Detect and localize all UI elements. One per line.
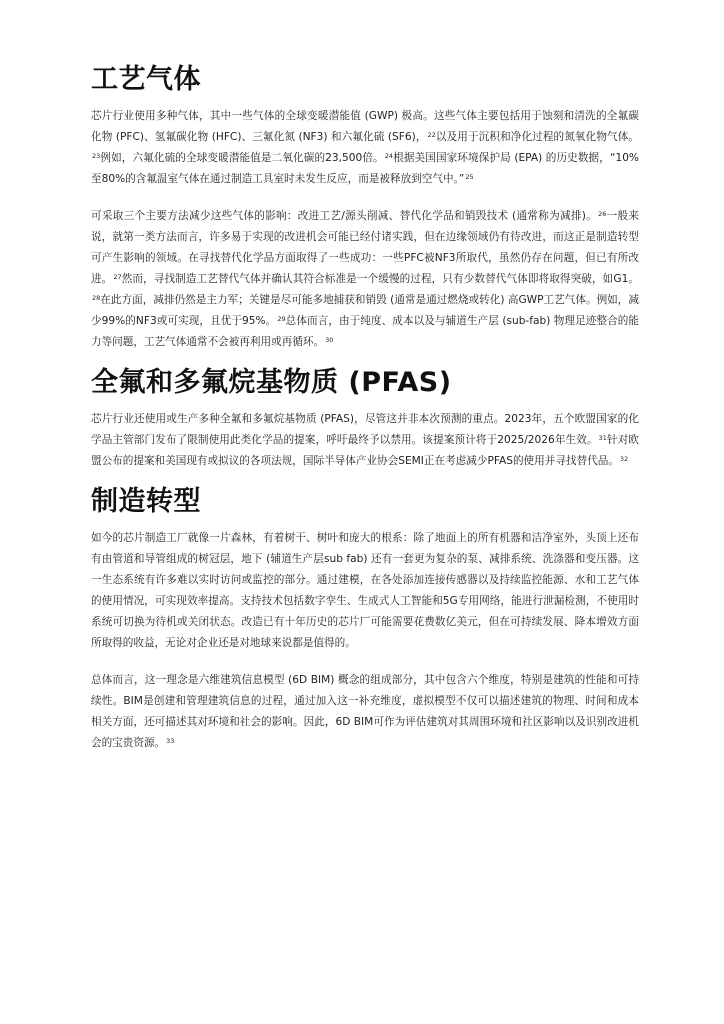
text-run: 在此方面，减排仍然是主力军；关键是尽可能多地捕获和销毁 (通常是通过燃烧或转化) 高GWP工艺气体。例如，减少99%的NF3或可实现，且优于95%。 <box>91 294 639 327</box>
footnote-ref: 27 <box>113 272 122 281</box>
section-heading-process-gases: 工艺气体 <box>91 64 201 95</box>
footnote-ref: 25 <box>465 172 474 181</box>
paragraph-pfas <box>91 409 639 472</box>
section-heading-manufacturing-transformation: 制造转型 <box>91 486 201 517</box>
text-run: 如今的芯片制造工厂就像一片森林，有着树干、树叶和庞大的根系：除了地面上的所有机器和洁净室外，头顶上还布有由管道和导管组成的树冠层，地下 (辅道生产层sub fab) 还有一套更为复杂的泵、减排系统、洗涤器和变压器。这一生态系统有许多难以实时访问或监控的部分。通过建模，在各处添加连接传感器以及持续监控能源、水和工艺气体的使用情况，可实现效率提高。支持技术包括数字孪生、生成式人工智能和5G专用网络，能进行泄漏检测，不使用时系统可切换为待机或关闭状态。改造已有十年历史的芯片厂可能需要花费数亿美元，但在可持续发展、降本增效方面所取得的收益，无论对企业还是对地球来说都是值得的。 <box>91 532 639 649</box>
text-run: 以及用于沉积和净化过程的氮氧化物气体。 <box>435 131 639 143</box>
text-run: 一般来说，就第一类方法而言，许多易于实现的改进机会可能已经付诸实践，但在边缘领域仍有待改进，而这正是制造转型可产生影响的领域。在寻找替代化学品方面取得了一些成功：一些PFC被NF3所取代，虽然仍存在问题，但已有所改进。 <box>91 210 640 285</box>
text-run: 可采取三个主要方法减少这些气体的影响：改进工艺/源头削减、替代化学品和销毁技术 (通常称为减排)。 <box>91 210 598 222</box>
paragraph-6d-bim <box>91 670 639 754</box>
text-run: 然而，寻找制造工艺替代气体并确认其符合标准是一个缓慢的过程，只有少数替代气体即将取得突破，如G1。 <box>121 273 639 285</box>
document-page <box>91 60 639 754</box>
footnote-ref: 26 <box>598 209 607 218</box>
text-run: 针对欧盟公布的提案和美国现有或拟议的各项法规，国际半导体产业协会SEMI正在考虑减少PFAS的使用并寻找替代品。 <box>91 434 639 467</box>
section-heading-pfas: 全氟和多氟烷基物质 (PFAS) <box>91 367 452 398</box>
footnote-ref: 33 <box>166 736 175 745</box>
footnote-ref: 28 <box>92 293 101 302</box>
paragraph-fab-forest <box>91 528 639 654</box>
footnote-ref: 32 <box>619 454 629 463</box>
footnote-ref: 24 <box>384 151 394 160</box>
text-run: 总体而言，这一理念是六维建筑信息模型 (6D BIM) 概念的组成部分，其中包含六个维度，特别是建筑的性能和可持续性。BIM是创建和管理建筑信息的过程，通过加入这一补充维度，虚拟模型不仅可以描述建筑的物理、时间和成本相关方面，还可描述其对环境和社会的影响。因此，6D BIM可作为评估建筑对其周围环境和社区影响以及识别改进机会的宝贵资源。 <box>91 674 639 749</box>
paragraph-process-gases-methods <box>91 206 639 353</box>
footnote-ref: 22 <box>427 130 436 139</box>
footnote-ref: 29 <box>277 314 286 323</box>
paragraph-process-gases-intro <box>91 106 639 190</box>
text-run: 芯片行业使用多种气体，其中一些气体的全球变暖潜能值 (GWP) 极高。这些气体主要包括用于蚀刻和清洗的全氟碳化物 (PFC)、氢氟碳化物 (HFC)、三氟化氮 (NF3) 和六氟化硫 (SF6)， <box>91 110 639 143</box>
text-run: 例如，六氟化硫的全球变暖潜能值是二氧化碳的23,500倍。 <box>100 152 384 164</box>
text-run: 总体而言，由于纯度、成本以及与辅道生产层 (sub-fab) 物理足迹整合的能力等问题，工艺气体通常不会被再利用或再循环。 <box>91 315 639 348</box>
footnote-ref: 31 <box>598 433 607 442</box>
text-run: 芯片行业还使用或生产多种全氟和多氟烷基物质 (PFAS)，尽管这并非本次预测的重点。2023年，五个欧盟国家的化学品主管部门发布了限制使用此类化学品的提案，呼吁最终予以禁用。该提案预计将于2025/2026年生效。 <box>91 413 639 446</box>
text-run: 根据美国国家环境保护局 (EPA) 的历史数据，“10%至80%的含氟温室气体在通过制造工具室时未发生反应，而是被释放到空气中。” <box>91 152 639 185</box>
footnote-ref: 23 <box>92 151 101 160</box>
footnote-ref: 30 <box>325 335 334 344</box>
